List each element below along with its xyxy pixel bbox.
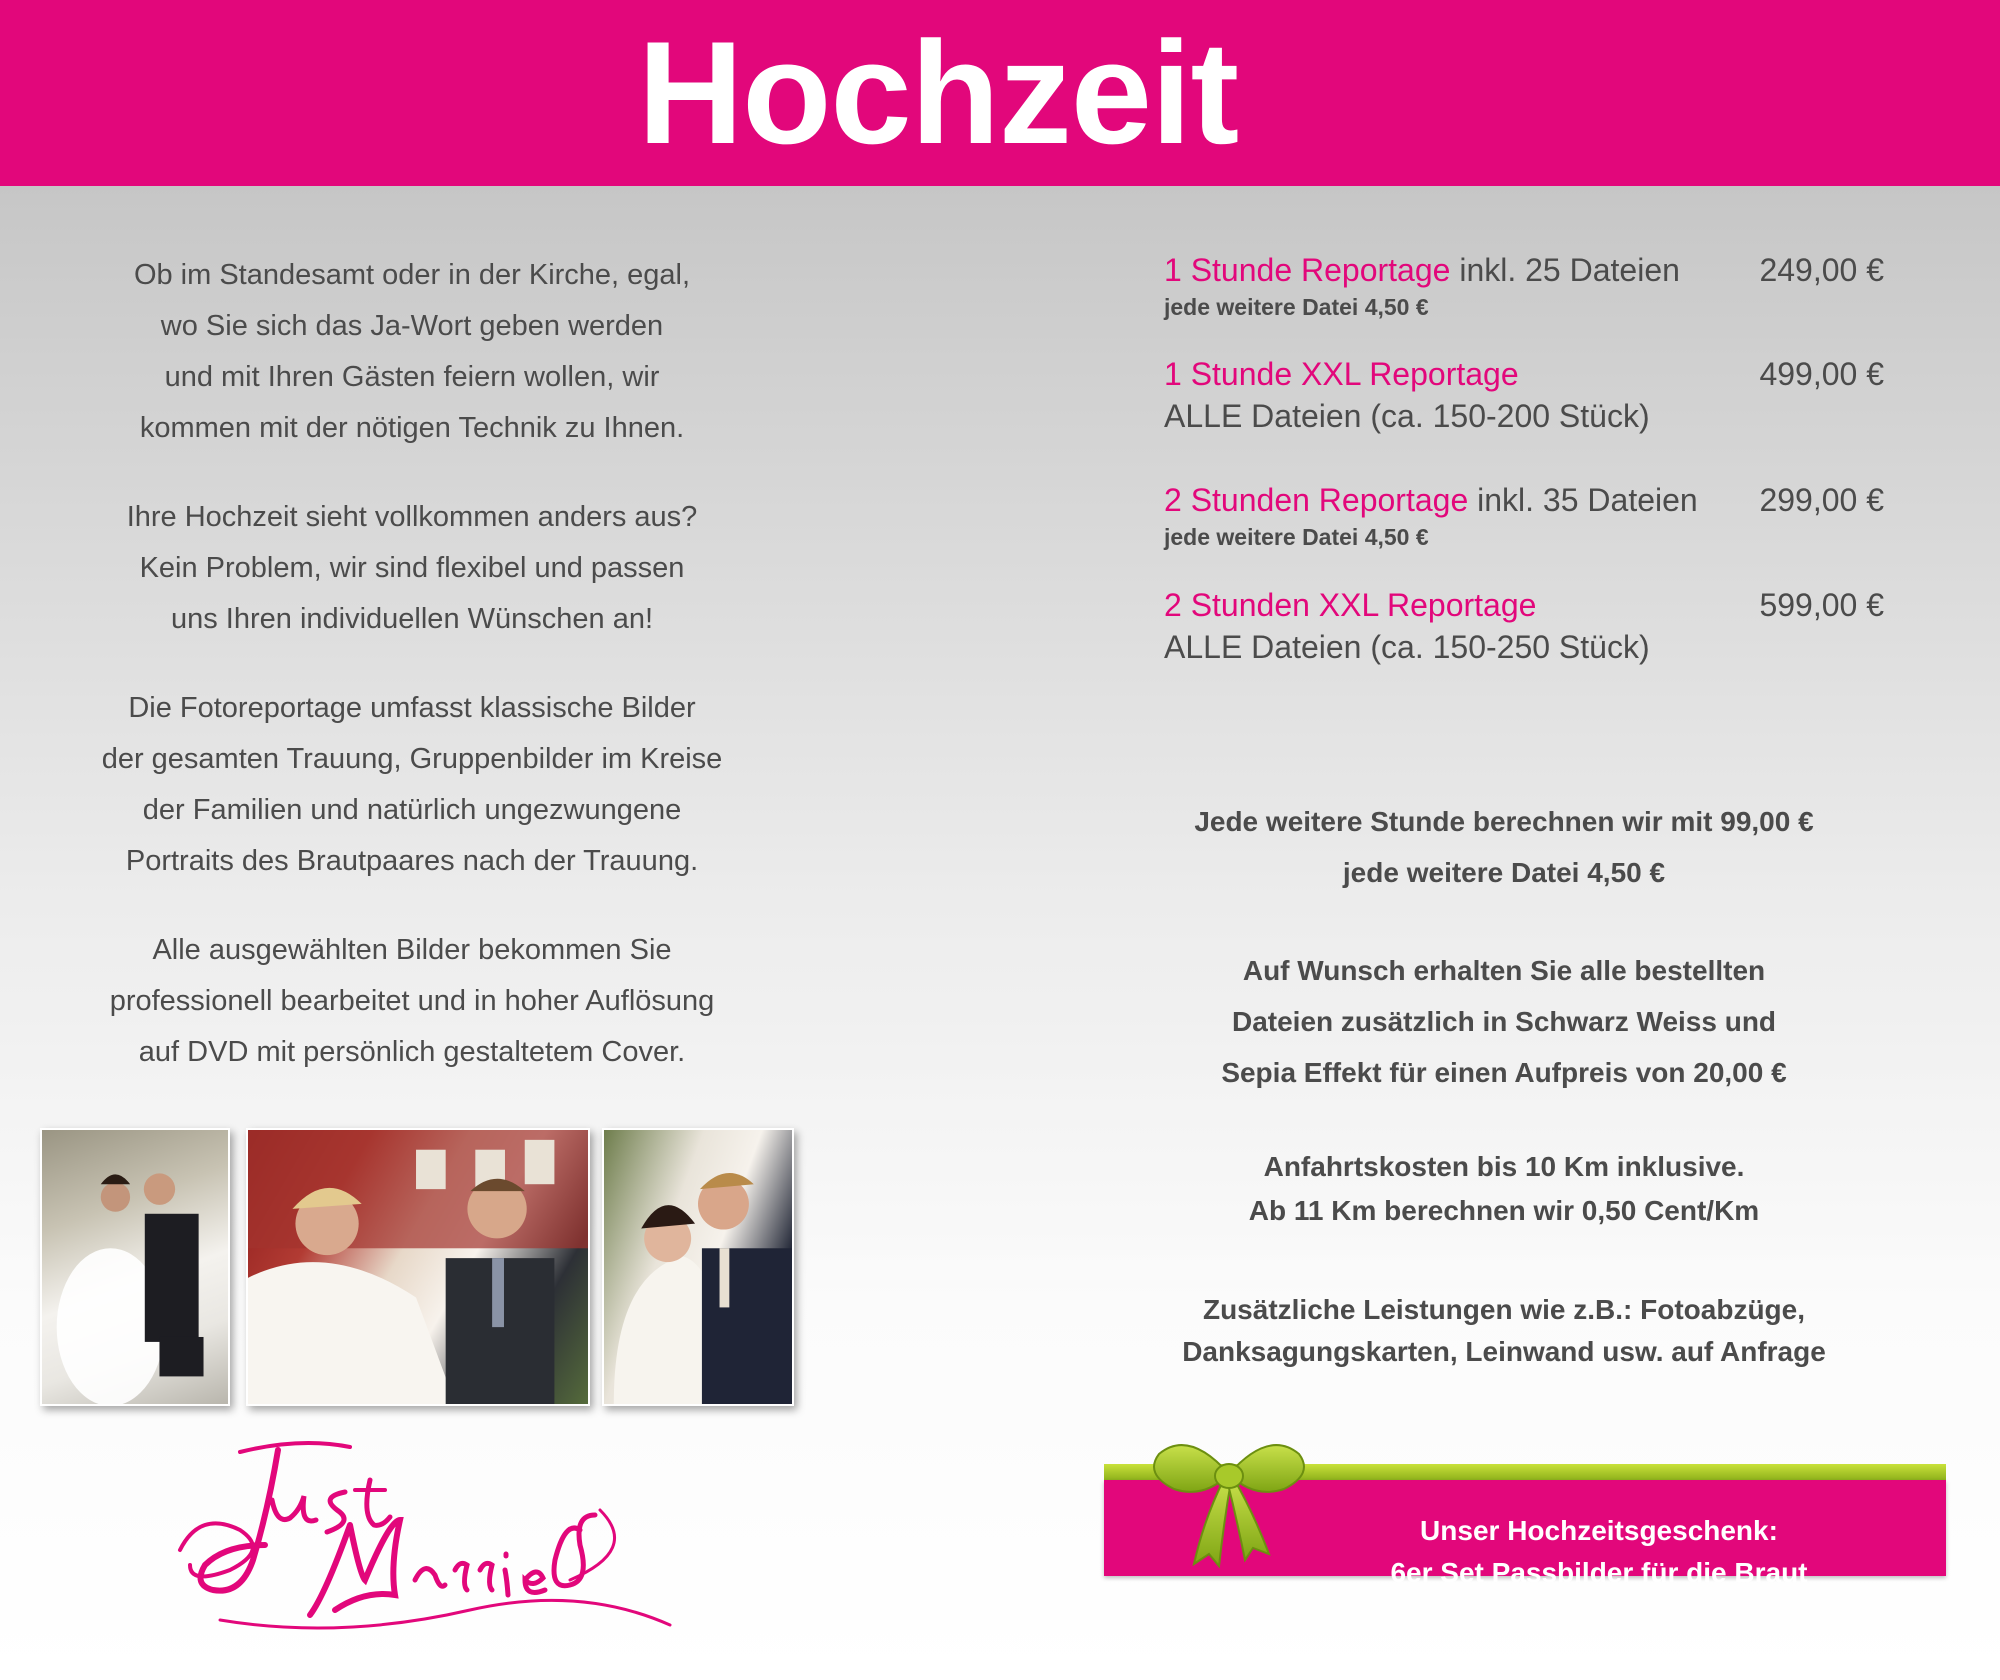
wedding-photo-seated-couple	[40, 1128, 230, 1406]
package-price: 249,00 €	[1759, 252, 1884, 288]
info-line: Zusätzliche Leistungen wie z.B.: Fotoabzüge,	[1202, 1294, 1806, 1325]
page-title: Hochzeit	[637, 11, 1239, 174]
intro-paragraph: Die Fotoreportage umfasst klassische Bilder der gesamten Trauung, Gruppenbilder im Kreise der Familien und natürlich ungezwungene Portraits des Brautpaares nach der Trauung.	[101, 692, 723, 877]
travel-cost-info	[1104, 1145, 1904, 1233]
info-line: Danksagungskarten, Leinwand usw. auf Anfrage	[1182, 1336, 1826, 1367]
package-price: 599,00 €	[1759, 587, 1884, 623]
package-note: ALLE Dateien (ca. 150-250 Stück)	[1164, 629, 1650, 665]
package-title-line	[1164, 585, 1904, 625]
package-2h-xxl	[1164, 585, 1904, 667]
info-line: Jede weitere Stunde berechnen wir mit 99,00 €	[1194, 806, 1814, 837]
package-note: jede weitere Datei 4,50 €	[1164, 524, 1429, 550]
package-extra: inkl. 35 Dateien	[1468, 482, 1698, 518]
extra-hour-info	[1104, 796, 1904, 898]
gift-line: 6er Set Passbilder für die Braut	[1390, 1557, 1808, 1588]
gift-banner	[1104, 1454, 1946, 1594]
package-1h	[1164, 250, 1904, 321]
package-extra: inkl. 25 Dateien	[1450, 252, 1680, 288]
wedding-photo-groom-carrying-bride	[246, 1128, 590, 1406]
package-name: 2 Stunden Reportage	[1164, 482, 1469, 518]
just-married-logo	[160, 1430, 680, 1650]
package-name: 2 Stunden XXL Reportage	[1164, 587, 1537, 623]
additional-services-info	[1104, 1289, 1904, 1373]
package-title-line	[1164, 480, 1904, 520]
package-note: jede weitere Datei 4,50 €	[1164, 294, 1429, 320]
gift-line: Unser Hochzeitsgeschenk:	[1420, 1515, 1778, 1546]
package-title-line	[1164, 250, 1904, 290]
bw-sepia-info	[1104, 945, 1904, 1098]
package-price: 499,00 €	[1759, 356, 1884, 392]
info-line: jede weitere Datei 4,50 €	[1342, 857, 1666, 888]
package-price: 299,00 €	[1759, 482, 1884, 518]
package-note: ALLE Dateien (ca. 150-200 Stück)	[1164, 398, 1650, 434]
info-line: Dateien zusätzlich in Schwarz Weiss und	[1231, 1006, 1777, 1037]
info-line: Auf Wunsch erhalten Sie alle bestellten	[1242, 955, 1766, 986]
intro-text	[40, 250, 784, 1116]
info-line: Sepia Effekt für einen Aufpreis von 20,00 €	[1221, 1057, 1787, 1088]
intro-paragraph: Ihre Hochzeit sieht vollkommen anders aus? Kein Problem, wir sind flexibel und passen uns Ihren individuellen Wünschen an!	[126, 501, 698, 635]
package-2h	[1164, 480, 1904, 551]
gift-text	[1294, 1510, 1904, 1594]
package-name: 1 Stunde XXL Reportage	[1164, 356, 1519, 392]
header-banner	[0, 0, 2000, 186]
package-title-line	[1164, 354, 1904, 394]
info-line: Anfahrtskosten bis 10 Km inklusive.	[1263, 1151, 1745, 1182]
bow-icon	[1144, 1434, 1314, 1574]
wedding-photo-kissing-couple	[602, 1128, 794, 1406]
intro-paragraph: Ob im Standesamt oder in der Kirche, egal, wo Sie sich das Ja-Wort geben werden und mit Ihren Gästen feiern wollen, wir kommen mit der nötigen Technik zu Ihnen.	[133, 259, 691, 444]
package-1h-xxl	[1164, 354, 1904, 436]
package-name: 1 Stunde Reportage	[1164, 252, 1451, 288]
info-line: Ab 11 Km berechnen wir 0,50 Cent/Km	[1248, 1195, 1760, 1226]
intro-paragraph: Alle ausgewählten Bilder bekommen Sie professionell bearbeitet und in hoher Auflösung auf DVD mit persönlich gestaltetem Cover.	[109, 934, 715, 1068]
